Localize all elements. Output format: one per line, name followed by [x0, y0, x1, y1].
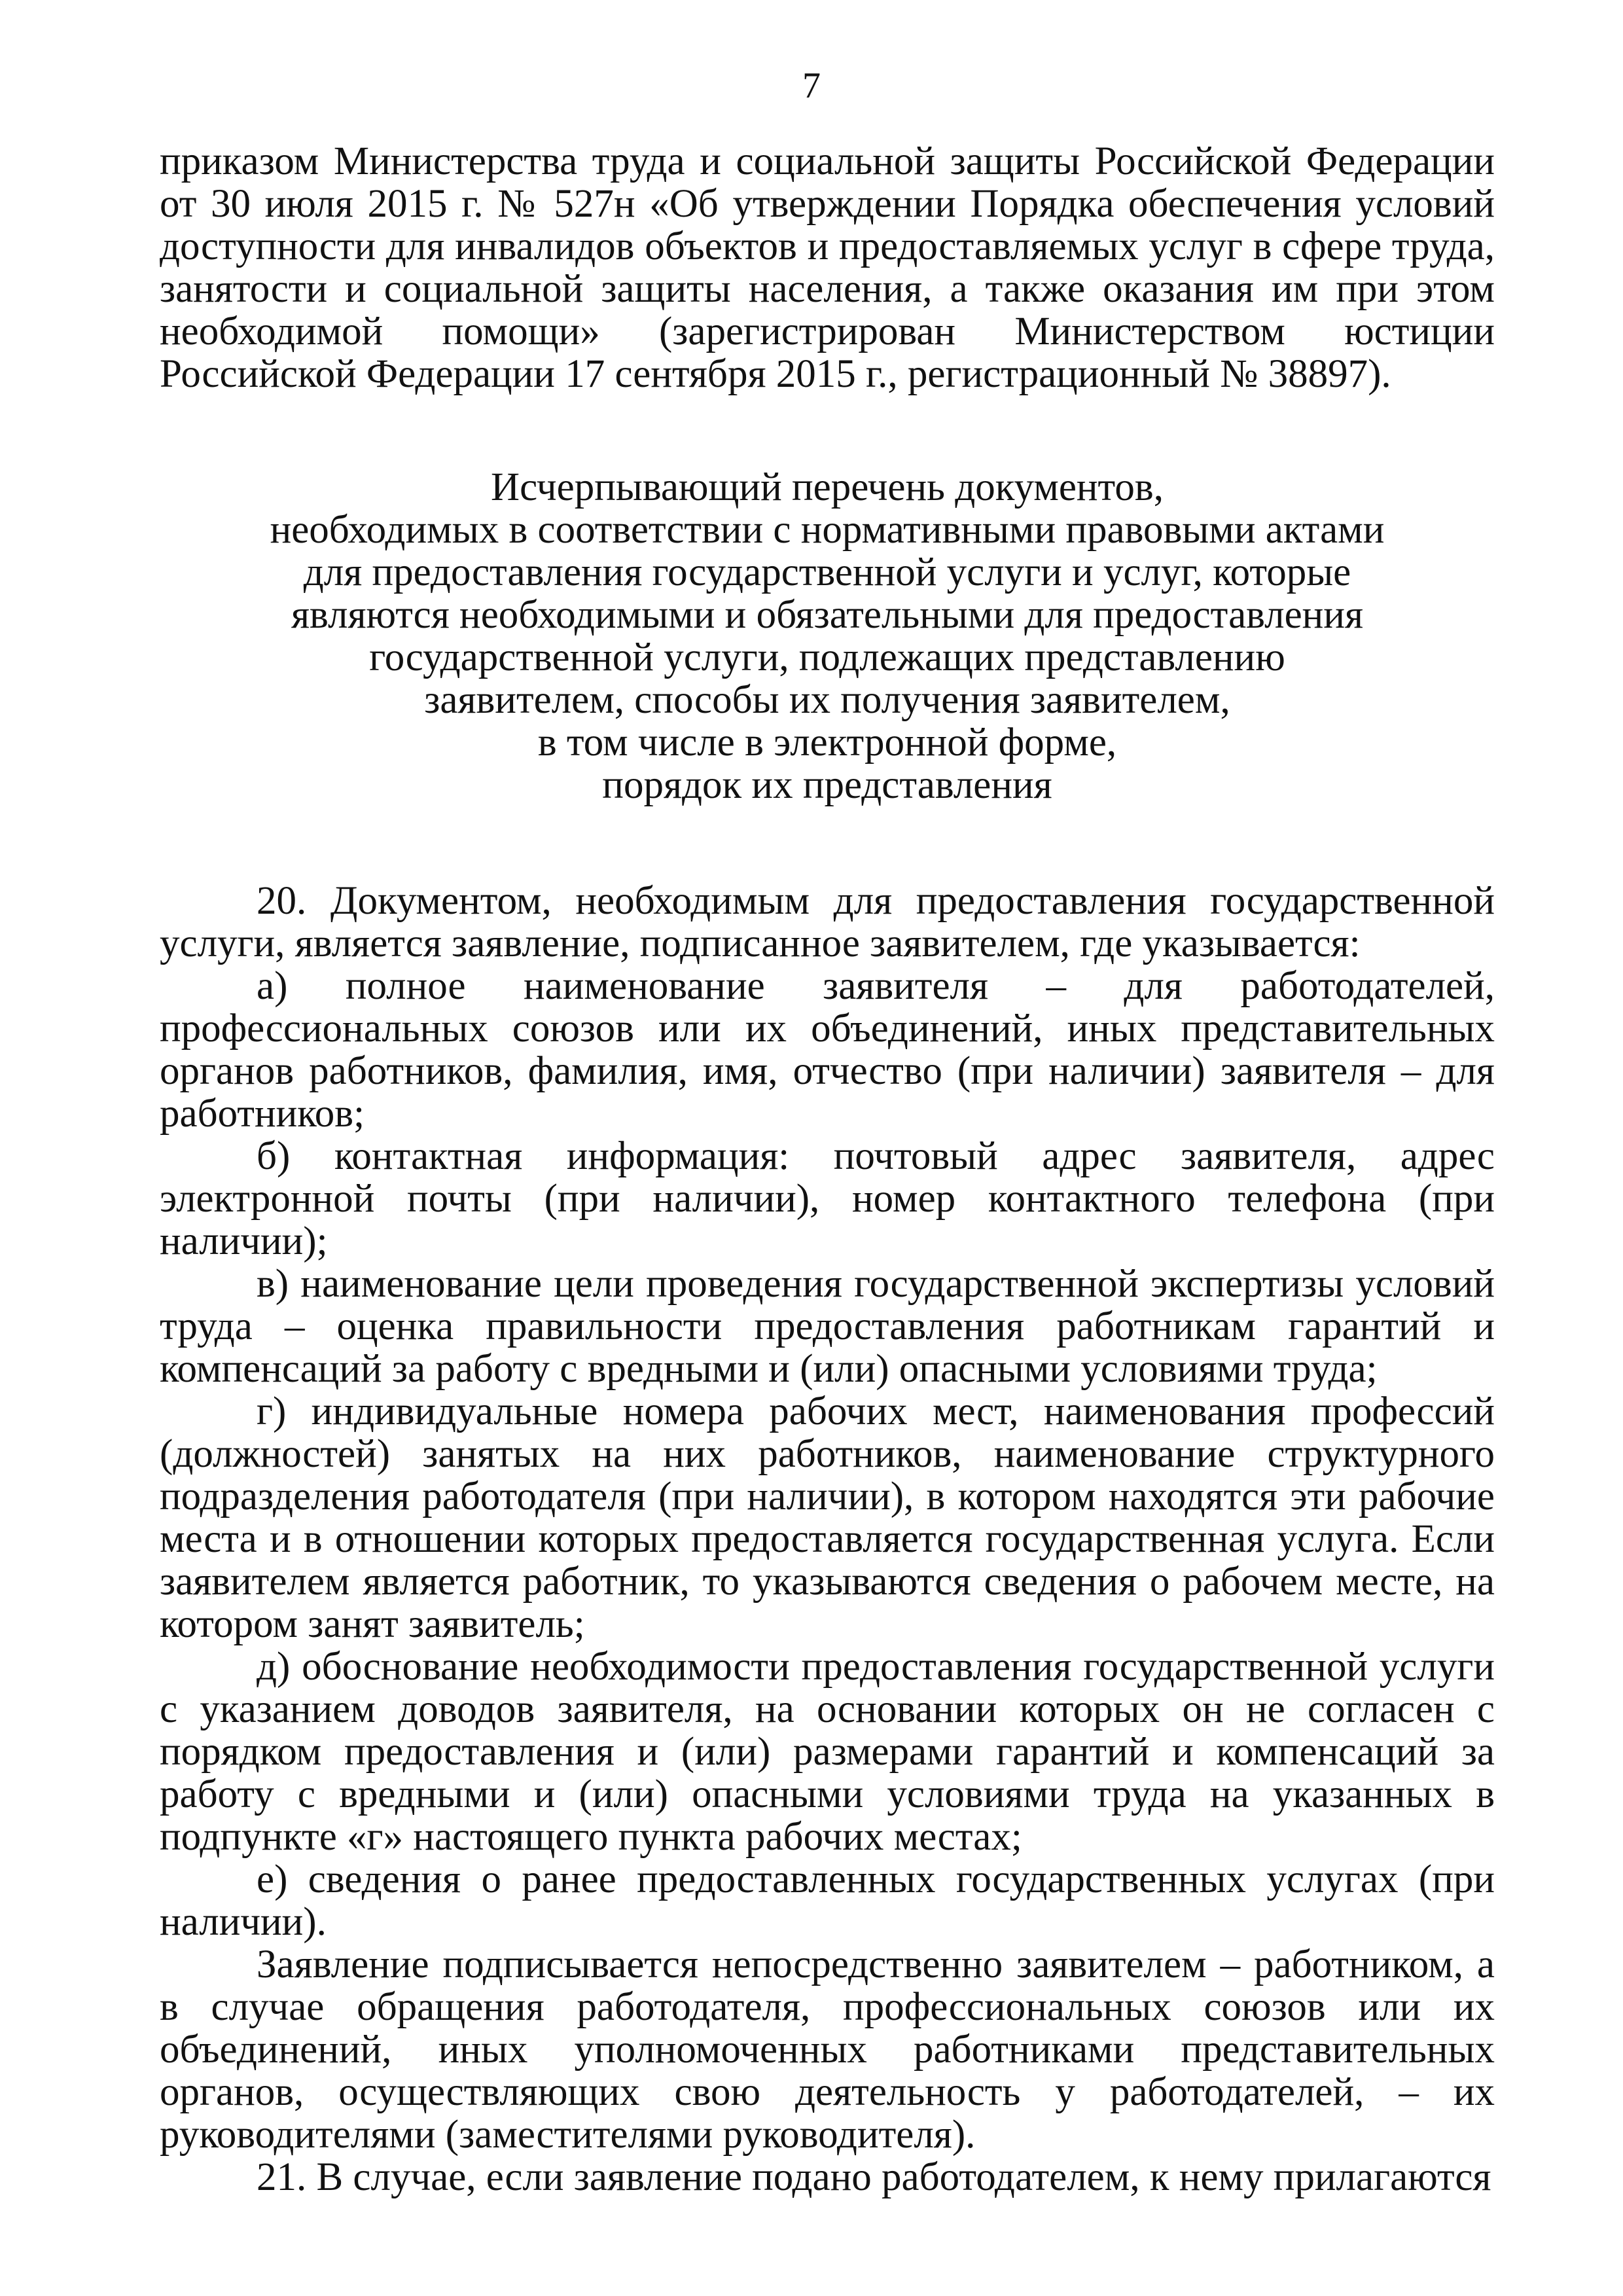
item-e: е) сведения о ранее предоставленных государственных услугах (при наличии).	[160, 1857, 1495, 1944]
heading-line: заявителем, способы их получения заявителем,	[424, 678, 1230, 722]
intro-paragraph: приказом Министерства труда и социальной защиты Российской Федерации от 30 июля 2015 г. № 527н «Об утверждении Порядка обеспечения условий доступности для инвалидов объектов и предоставляемых услуг в сфере труда, занятости и социальной защиты населения, а также оказания им при этом необходимой помощи» (зарегистрирован Министерством юстиции Российской Федерации 17 сентября 2015 г., регистрационный № 38897).	[160, 139, 1495, 396]
heading-line: в том числе в электронной форме,	[537, 721, 1117, 764]
paragraph-20: 20. Документом, необходимым для предоставления государственной услуги, является заявление, подписанное заявителем, где указывается:	[160, 879, 1495, 965]
heading-line: необходимых в соответствии с нормативными правовыми актами	[270, 508, 1385, 552]
heading-line: порядок их представления	[602, 763, 1052, 807]
signature-paragraph: Заявление подписывается непосредственно заявителем – работником, а в случае обращения работодателя, профессиональных союзов или их объединений, иных уполномоченных работниками представительных органов, осуществляющих свою деятельность у работодателей, – их руководителями (заместителями руководителя).	[160, 1943, 1495, 2157]
page-number: 7	[802, 65, 821, 106]
heading-line: государственной услуги, подлежащих представлению	[369, 636, 1285, 679]
item-a: а) полное наименование заявителя – для работодателей, профессиональных союзов или их объединений, иных представительных органов работников, фамилия, имя, отчество (при наличии) заявителя – для работников;	[160, 964, 1495, 1136]
item-d: д) обоснование необходимости предоставления государственной услуги с указанием доводов заявителя, на основании которых он не согласен с порядком предоставления и (или) размерами гарантий и компенсаций за работу с вредными и (или) опасными условиями труда на указанных в подпункте «г» настоящего пункта рабочих местах;	[160, 1645, 1495, 1859]
item-b: б) контактная информация: почтовый адрес заявителя, адрес электронной почты (при наличии), номер контактного телефона (при наличии);	[160, 1134, 1495, 1263]
heading-line: для предоставления государственной услуги и услуг, которые	[303, 550, 1351, 594]
heading-line: Исчерпывающий перечень документов,	[491, 465, 1164, 509]
item-g: г) индивидуальные номера рабочих мест, наименования профессий (должностей) занятых на них работников, наименование структурного подразделения работодателя (при наличии), в котором находятся эти рабочие места и в отношении которых предоставляется государственная услуга. Если заявителем является работник, то указываются сведения о рабочем месте, на котором занят заявитель;	[160, 1390, 1495, 1646]
item-v: в) наименование цели проведения государственной экспертизы условий труда – оценка правильности предоставления работникам гарантий и компенсаций за работу с вредными и (или) опасными условиями труда;	[160, 1262, 1495, 1391]
document-body	[160, 140, 1495, 2198]
section-heading	[160, 466, 1495, 806]
heading-line: являются необходимыми и обязательными для предоставления	[291, 593, 1364, 637]
paragraph-21: 21. В случае, если заявление подано работодателем, к нему прилагаются	[257, 2155, 1491, 2199]
